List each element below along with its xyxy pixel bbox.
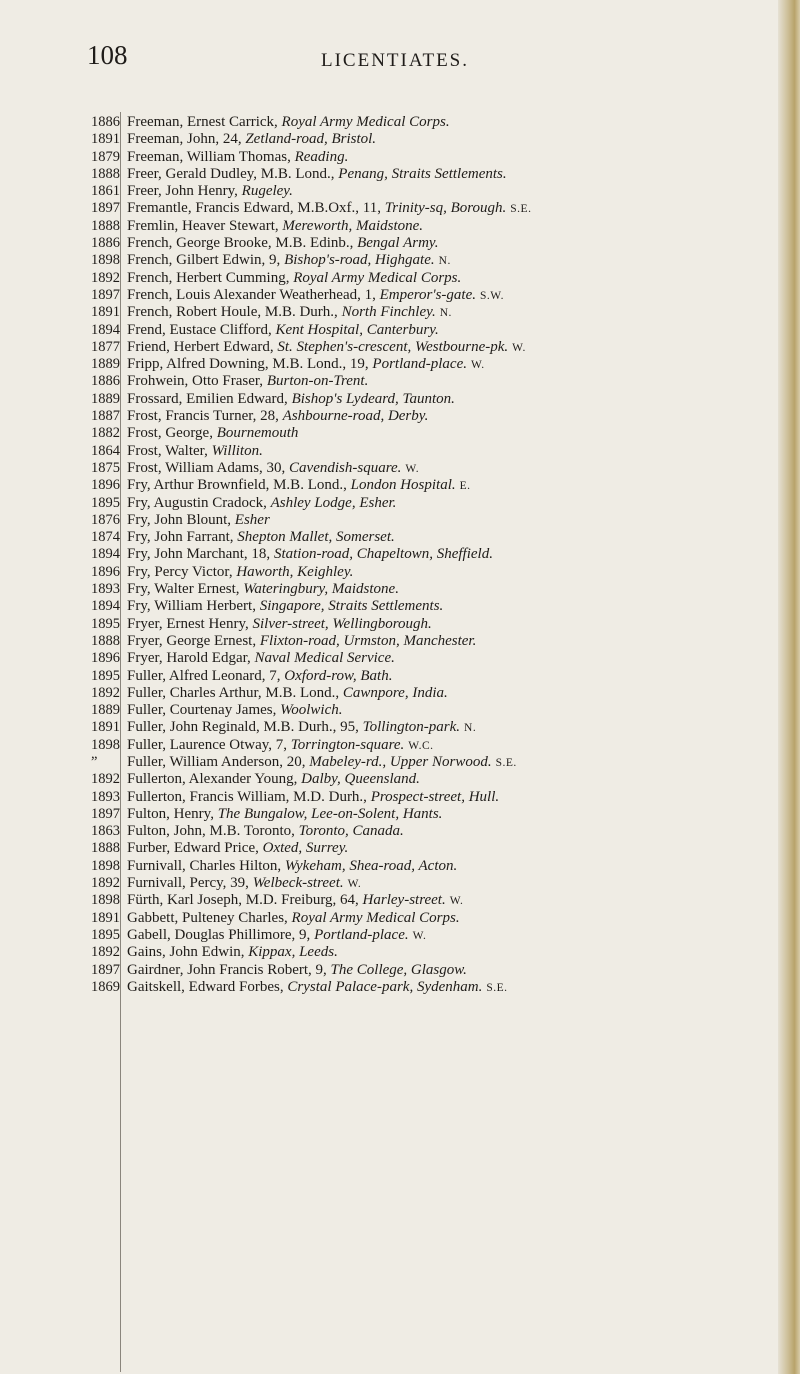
- entry-name: Fuller, Laurence Otway, 7,: [127, 736, 291, 753]
- entry-name: Frost, George,: [127, 425, 217, 442]
- entry-year: 1895: [91, 494, 120, 511]
- entry-year: 1888: [91, 217, 120, 234]
- entry-text: [127, 771, 424, 789]
- entry-text: [127, 425, 302, 443]
- entry-district: W.: [512, 341, 526, 354]
- entry-address: Naval Medical Service.: [254, 650, 395, 667]
- entry-address: Zetland-road, Bristol.: [245, 131, 377, 148]
- list-item: [0, 495, 790, 512]
- entry-address: Reading.: [294, 148, 349, 165]
- list-item: [0, 200, 790, 217]
- entry-year: 1892: [91, 944, 120, 961]
- page-number: 108: [87, 40, 128, 70]
- entry-address: Prospect-street, Hull.: [370, 788, 500, 805]
- list-item: [0, 512, 790, 529]
- entry-year: 1894: [91, 546, 120, 563]
- entry-year: 1897: [91, 286, 120, 303]
- entry-address: Portland-place.: [372, 356, 467, 373]
- entry-address: Cavendish-square.: [289, 459, 402, 476]
- entry-address: St. Stephen's-crescent, Westbourne-pk.: [277, 338, 509, 355]
- entry-address: Crystal Palace-park, Sydenham.: [287, 978, 483, 995]
- list-item: [0, 737, 790, 754]
- list-item: [0, 287, 790, 304]
- entry-name: Frossard, Emilien Edward,: [127, 390, 292, 407]
- list-item: [0, 564, 790, 581]
- entry-address: The College, Glasgow.: [330, 961, 467, 978]
- entry-address: Torrington-square.: [290, 736, 405, 753]
- list-item: [0, 149, 790, 166]
- entry-year: 1894: [91, 598, 120, 615]
- entry-name: Freeman, Ernest Carrick,: [127, 114, 282, 130]
- entry-text: [127, 529, 399, 547]
- entry-year: 1886: [91, 373, 120, 390]
- entry-name: Fry, Percy Victor,: [127, 563, 237, 580]
- entry-text: [127, 650, 399, 668]
- entry-name: Fryer, Ernest Henry,: [127, 615, 253, 632]
- entry-name: Freer, Gerald Dudley, M.B. Lond.,: [127, 165, 339, 182]
- entry-year: 1892: [91, 684, 120, 701]
- entry-year: 1861: [91, 183, 120, 200]
- licentiates-list: [0, 114, 790, 996]
- entry-name: Frost, Francis Turner, 28,: [127, 408, 283, 425]
- entry-name: Fuller, Courtenay James,: [127, 702, 281, 719]
- entry-year: 1874: [91, 529, 120, 546]
- list-item: [0, 754, 790, 771]
- entry-year: 1892: [91, 875, 120, 892]
- list-item: [0, 131, 790, 148]
- entry-year: 1897: [91, 805, 120, 822]
- entry-address: Emperor's-gate.: [379, 286, 476, 303]
- entry-name: Furber, Edward Price,: [127, 840, 263, 857]
- entry-text: [127, 806, 446, 824]
- entry-address: Portland-place.: [314, 926, 409, 943]
- list-item: [0, 270, 790, 287]
- entry-district: N.: [438, 255, 451, 268]
- entry-text: [127, 875, 361, 893]
- entry-text: [127, 477, 471, 495]
- entry-text: [127, 581, 403, 599]
- list-item: [0, 322, 790, 339]
- entry-name: Furnivall, Charles Hilton,: [127, 857, 285, 874]
- entry-year: 1879: [91, 148, 120, 165]
- entry-name: French, Gilbert Edwin, 9,: [127, 252, 285, 269]
- entry-name: Fryer, Harold Edgar,: [127, 650, 255, 667]
- entry-name: French, Louis Alexander Weatherhead, 1,: [127, 286, 380, 303]
- entry-name: French, Herbert Cumming,: [127, 269, 294, 286]
- entry-address: Silver-street, Wellingborough.: [252, 615, 432, 632]
- entry-text: [127, 443, 267, 461]
- list-item: [0, 218, 790, 235]
- entry-text: [127, 339, 526, 357]
- entry-year: 1882: [91, 425, 120, 442]
- entry-district: E.: [459, 480, 471, 493]
- entry-year: 1864: [91, 442, 120, 459]
- entry-address: The Bungalow, Lee-on-Solent, Hants.: [217, 805, 443, 822]
- entry-address: Mabeley-rd., Upper Norwood.: [309, 753, 492, 770]
- list-item: [0, 771, 790, 788]
- entry-name: Fullerton, Alexander Young,: [127, 771, 302, 788]
- list-item: [0, 719, 790, 736]
- entry-address: Williton.: [211, 442, 263, 459]
- list-item: [0, 114, 790, 131]
- entry-address: North Finchley.: [341, 304, 436, 321]
- entry-address: Bishop's-road, Highgate.: [284, 252, 435, 269]
- entry-address: Flixton-road, Urmston, Manchester.: [259, 632, 477, 649]
- entry-year: 1897: [91, 961, 120, 978]
- entry-name: Frost, Walter,: [127, 442, 212, 459]
- entry-text: [127, 512, 274, 530]
- entry-text: [127, 356, 485, 374]
- entry-address: Esher: [234, 511, 270, 528]
- list-item: [0, 944, 790, 961]
- list-item: [0, 927, 790, 944]
- entry-text: [127, 823, 408, 841]
- entry-text: [127, 754, 517, 772]
- entry-address: Oxford-row, Bath.: [284, 667, 393, 684]
- entry-year: 1896: [91, 563, 120, 580]
- entry-address: Welbeck-street.: [252, 875, 344, 892]
- list-item: [0, 408, 790, 425]
- entry-address: Trinity-sq, Borough.: [384, 200, 507, 217]
- entry-name: Gains, John Edwin,: [127, 944, 249, 961]
- entry-year: 1895: [91, 615, 120, 632]
- entry-name: Fremantle, Francis Edward, M.B.Oxf., 11,: [127, 200, 385, 217]
- entry-text: [127, 149, 352, 167]
- list-item: [0, 806, 790, 823]
- entry-name: Fuller, John Reginald, M.B. Durh., 95,: [127, 719, 363, 736]
- entry-address: London Hospital.: [350, 477, 456, 494]
- entry-address: Mereworth, Maidstone.: [282, 217, 424, 234]
- entry-year: 1891: [91, 131, 120, 148]
- entry-year: 1877: [91, 338, 120, 355]
- list-item: [0, 581, 790, 598]
- entry-text: [127, 892, 463, 910]
- entry-district: S.W.: [480, 289, 504, 302]
- entry-year: 1887: [91, 408, 120, 425]
- entry-name: Fripp, Alfred Downing, M.B. Lond., 19,: [127, 356, 373, 373]
- entry-district: W.C.: [408, 739, 434, 752]
- entry-text: [127, 616, 436, 634]
- entry-year: 1896: [91, 650, 120, 667]
- entry-name: Gabbett, Pulteney Charles,: [127, 909, 292, 926]
- list-item: [0, 183, 790, 200]
- entry-district: W.: [405, 462, 420, 475]
- list-item: [0, 166, 790, 183]
- list-item: [0, 892, 790, 909]
- entry-text: [127, 685, 452, 703]
- entry-text: [127, 252, 451, 270]
- entry-year: 1888: [91, 632, 120, 649]
- entry-address: Royal Army Medical Corps.: [281, 114, 450, 130]
- list-item: [0, 252, 790, 269]
- entry-address: Burton-on-Trent.: [266, 373, 369, 390]
- entry-year: 1895: [91, 926, 120, 943]
- entry-address: Ashley Lodge, Esher.: [270, 494, 397, 511]
- entry-name: Fremlin, Heaver Stewart,: [127, 217, 283, 234]
- entry-text: [127, 962, 471, 980]
- entry-district: W.: [347, 878, 362, 891]
- entry-text: [127, 287, 504, 305]
- entry-address: Shepton Mallet, Somerset.: [237, 529, 395, 546]
- entry-name: Frost, William Adams, 30,: [127, 459, 290, 476]
- entry-address: Dalby, Queensland.: [301, 771, 420, 788]
- entry-text: [127, 668, 396, 686]
- entry-year: 1869: [91, 978, 120, 995]
- entry-year: 1886: [91, 114, 120, 130]
- entry-text: [127, 719, 476, 737]
- entry-name: Furnivall, Percy, 39,: [127, 875, 253, 892]
- entry-address: Wykeham, Shea-road, Acton.: [284, 857, 458, 874]
- entry-text: [127, 702, 347, 720]
- list-item: [0, 598, 790, 615]
- list-item: [0, 685, 790, 702]
- entry-text: [127, 858, 461, 876]
- entry-text: [127, 598, 447, 616]
- entry-district: W.: [471, 359, 485, 372]
- entry-text: [127, 979, 508, 997]
- entry-year: 1898: [91, 736, 120, 753]
- entry-text: [127, 391, 459, 409]
- entry-address: Harley-street.: [362, 892, 446, 909]
- entry-year: 1889: [91, 356, 120, 373]
- entry-name: Fürth, Karl Joseph, M.D. Freiburg, 64,: [127, 892, 363, 909]
- entry-text: [127, 789, 503, 807]
- list-item: [0, 339, 790, 356]
- entry-text: [127, 564, 357, 582]
- entry-name: Fulton, John, M.B. Toronto,: [127, 823, 299, 840]
- page-header: [0, 40, 780, 80]
- entry-year: 1894: [91, 321, 120, 338]
- entry-name: Fulton, Henry,: [127, 805, 218, 822]
- entry-text: [127, 183, 297, 201]
- entry-year: 1892: [91, 269, 120, 286]
- entry-address: Royal Army Medical Corps.: [293, 269, 462, 286]
- list-item: [0, 460, 790, 477]
- entry-text: [127, 218, 427, 236]
- entry-address: Singapore, Straits Settlements.: [259, 598, 444, 615]
- entry-address: Tollington-park.: [362, 719, 461, 736]
- entry-year: 1875: [91, 459, 120, 476]
- entry-year: 1897: [91, 200, 120, 217]
- entry-year: 1888: [91, 840, 120, 857]
- entry-text: [127, 270, 465, 288]
- entry-year: 1896: [91, 477, 120, 494]
- entry-address: Ashbourne-road, Derby.: [282, 408, 429, 425]
- entry-year: 1889: [91, 702, 120, 719]
- list-item: [0, 789, 790, 806]
- entry-district: W.: [412, 929, 427, 942]
- entry-year: 1898: [91, 252, 120, 269]
- entry-address: Bournemouth: [216, 425, 299, 442]
- list-item: [0, 235, 790, 252]
- entry-address: Penang, Straits Settlements.: [338, 165, 507, 182]
- list-item: [0, 910, 790, 927]
- entry-text: [127, 408, 432, 426]
- entry-text: [127, 235, 443, 253]
- entry-text: [127, 495, 400, 513]
- entry-year: 1893: [91, 581, 120, 598]
- entry-name: Frohwein, Otto Fraser,: [127, 373, 267, 390]
- entry-name: Fry, John Blount,: [127, 511, 235, 528]
- entry-name: Fry, John Farrant,: [127, 529, 238, 546]
- entry-address: Kent Hospital, Canterbury.: [275, 321, 439, 338]
- entry-year: 1891: [91, 719, 120, 736]
- entry-address: Royal Army Medical Corps.: [291, 909, 460, 926]
- entry-name: Fry, John Marchant, 18,: [127, 546, 274, 563]
- list-item: [0, 391, 790, 408]
- entry-name: Fryer, George Ernest,: [127, 632, 260, 649]
- list-item: [0, 875, 790, 892]
- list-item: [0, 840, 790, 857]
- entry-district: N.: [464, 722, 477, 735]
- entry-name: French, Robert Houle, M.B. Durh.,: [127, 304, 342, 321]
- entry-address: Wateringbury, Maidstone.: [243, 581, 399, 598]
- entry-text: [127, 737, 434, 755]
- list-item: [0, 650, 790, 667]
- entry-year: 1898: [91, 857, 120, 874]
- entry-year: 1898: [91, 892, 120, 909]
- list-item: [0, 962, 790, 979]
- entry-text: [127, 840, 352, 858]
- entry-name: French, George Brooke, M.B. Edinb.,: [127, 235, 358, 252]
- list-item: [0, 529, 790, 546]
- entry-district: N.: [439, 307, 452, 320]
- entry-name: Frend, Eustace Clifford,: [127, 321, 276, 338]
- entry-district: S.E.: [510, 203, 532, 216]
- entry-name: Freeman, William Thomas,: [127, 148, 295, 165]
- entry-name: Freeman, John, 24,: [127, 131, 246, 148]
- entry-text: [127, 546, 497, 564]
- entry-name: Fuller, Charles Arthur, M.B. Lond.,: [127, 684, 343, 701]
- list-item: [0, 443, 790, 460]
- entry-name: Fry, Augustin Cradock,: [127, 494, 271, 511]
- entry-name: Gabell, Douglas Phillimore, 9,: [127, 926, 315, 943]
- entry-address: Toronto, Canada.: [298, 823, 404, 840]
- entry-text: [127, 633, 480, 651]
- entry-name: Fry, William Herbert,: [127, 598, 260, 615]
- entry-address: Woolwich.: [280, 702, 343, 719]
- list-item: [0, 304, 790, 321]
- entry-year: ”: [91, 753, 98, 770]
- entry-year: 1891: [91, 304, 120, 321]
- entry-address: Rugeley.: [241, 183, 293, 200]
- entry-year: 1888: [91, 165, 120, 182]
- entry-address: Haworth, Keighley.: [236, 563, 354, 580]
- entry-text: [127, 166, 511, 184]
- list-item: [0, 546, 790, 563]
- entry-text: [127, 460, 419, 478]
- list-item: [0, 477, 790, 494]
- entry-text: [127, 322, 443, 340]
- entry-year: 1876: [91, 511, 120, 528]
- entry-address: Oxted, Surrey.: [262, 840, 349, 857]
- entry-year: 1863: [91, 823, 120, 840]
- entry-text: [127, 910, 464, 928]
- entry-district: S.E.: [486, 981, 508, 994]
- entry-year: 1889: [91, 390, 120, 407]
- entry-address: Cawnpore, India.: [342, 684, 448, 701]
- list-item: [0, 979, 790, 996]
- entry-text: [127, 131, 380, 149]
- entry-address: Kippax, Leeds.: [248, 944, 338, 961]
- entry-year: 1892: [91, 771, 120, 788]
- entry-text: [127, 373, 372, 391]
- entry-name: Fry, Walter Ernest,: [127, 581, 244, 598]
- entry-text: [127, 200, 531, 218]
- entry-name: Fullerton, Francis William, M.D. Durh.,: [127, 788, 371, 805]
- entry-text: [127, 304, 452, 322]
- entry-address: Bengal Army.: [357, 235, 439, 252]
- entry-district: W.: [449, 895, 464, 908]
- entry-name: Freer, John Henry,: [127, 183, 242, 200]
- list-item: [0, 702, 790, 719]
- entry-year: 1891: [91, 909, 120, 926]
- entry-name: Friend, Herbert Edward,: [127, 338, 278, 355]
- list-item: [0, 858, 790, 875]
- list-item: [0, 425, 790, 442]
- entry-text: [127, 114, 454, 132]
- entry-year: 1886: [91, 235, 120, 252]
- entry-text: [127, 944, 342, 962]
- list-item: [0, 668, 790, 685]
- entry-year: 1893: [91, 788, 120, 805]
- list-item: [0, 616, 790, 633]
- list-item: [0, 356, 790, 373]
- entry-name: Gairdner, John Francis Robert, 9,: [127, 961, 331, 978]
- entry-address: Bishop's Lydeard, Taunton.: [291, 390, 455, 407]
- entry-text: [127, 927, 426, 945]
- entry-name: Fuller, William Anderson, 20,: [127, 753, 310, 770]
- running-title: LICENTIATES.: [320, 50, 469, 71]
- entry-name: Gaitskell, Edward Forbes,: [127, 978, 288, 995]
- entry-address: Station-road, Chapeltown, Sheffield.: [273, 546, 493, 563]
- list-item: [0, 823, 790, 840]
- entry-year: 1895: [91, 667, 120, 684]
- list-item: [0, 373, 790, 390]
- entry-name: Fuller, Alfred Leonard, 7,: [127, 667, 285, 684]
- entry-name: Fry, Arthur Brownfield, M.B. Lond.,: [127, 477, 351, 494]
- entry-district: S.E.: [495, 756, 517, 769]
- list-item: [0, 633, 790, 650]
